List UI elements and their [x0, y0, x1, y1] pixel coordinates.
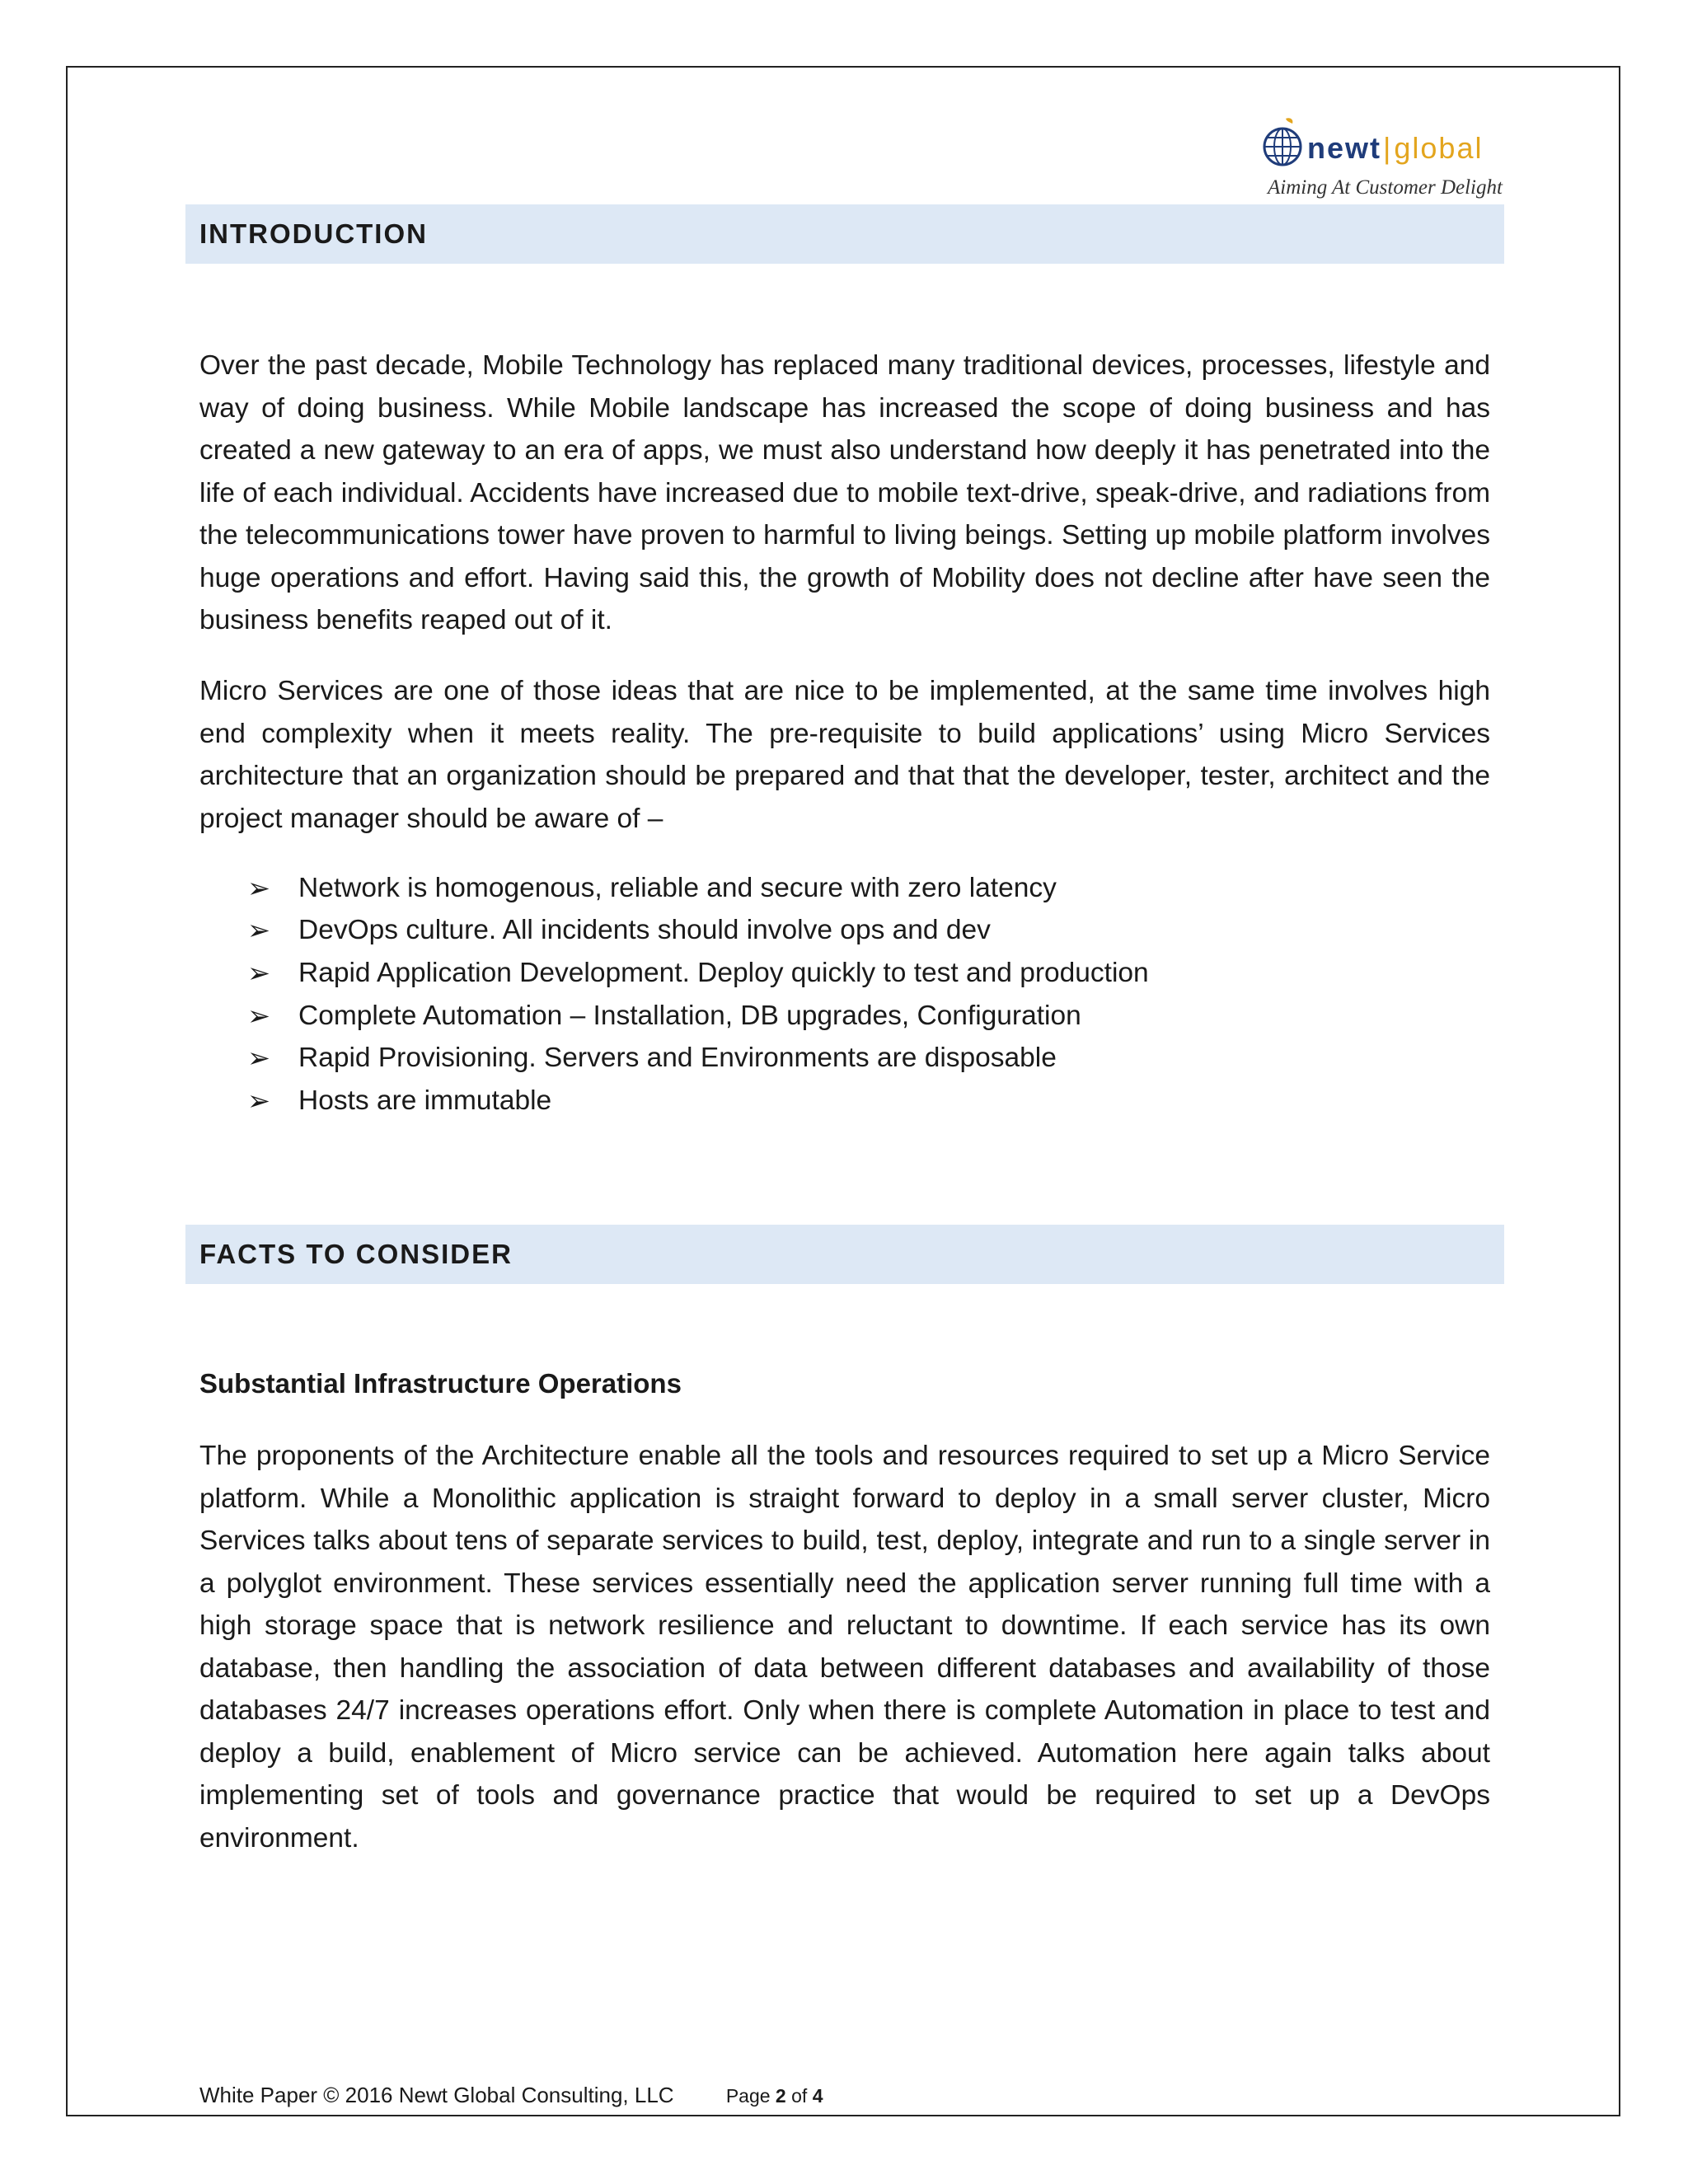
footer-page-total: 4	[812, 2085, 823, 2107]
list-item	[247, 1080, 1149, 1122]
list-item-text: Rapid Application Development. Deploy quickly to test and production	[298, 957, 1149, 988]
arrowhead-bullet-icon: ➢	[247, 1043, 271, 1075]
list-item	[247, 867, 1149, 910]
list-item-text: Complete Automation – Installation, DB upgrades, Configuration	[298, 1000, 1081, 1031]
list-item	[247, 952, 1149, 995]
company-logo	[1261, 114, 1503, 206]
footer-page-number	[726, 2085, 823, 2107]
footer-page-current: 2	[775, 2085, 786, 2107]
list-item-text: DevOps culture. All incidents should involve ops and dev	[298, 915, 991, 946]
logo-tagline: Aiming At Customer Delight	[1268, 176, 1503, 199]
list-item-text: Network is homogenous, reliable and secure with zero latency	[298, 872, 1057, 903]
logo-wordmark	[1307, 131, 1484, 165]
arrowhead-bullet-icon: ➢	[247, 916, 271, 947]
footer-page-label: Page	[725, 2085, 771, 2107]
arrowhead-bullet-icon: ➢	[247, 1085, 271, 1117]
facts-subheading: Substantial Infrastructure Operations	[199, 1368, 682, 1399]
footer-page-of: of	[791, 2085, 808, 2107]
list-item	[247, 1037, 1149, 1080]
facts-paragraph: The proponents of the Architecture enable all the tools and resources required to set up a Micro Service platform. While a Monolithic application is straight forward to deploy in a small server cluster, Micro Services talks about tens of separate services to build, test, deploy, integrate and run to a single server in a polyglot environment. These services essentially need the application server running full time with a high storage space that is network resilience and reluctant to downtime. If each service has its own database, then handling the association of data between different databases and availability of those databases 24/7 increases operations effort. Only when there is complete Automation in place to test and deploy a build, enablement of Micro service can be achieved. Automation here again talks about implementing set of tools and governance practice that would be required to set up a DevOps environment.	[199, 1441, 1490, 1854]
logo-separator: |	[1383, 131, 1393, 165]
arrowhead-bullet-icon: ➢	[247, 1001, 271, 1032]
logo-word-newt: newt	[1307, 131, 1382, 165]
facts-heading: FACTS TO CONSIDER	[185, 1225, 1504, 1284]
logo-word-global: global	[1394, 131, 1484, 165]
list-item-text: Hosts are immutable	[298, 1085, 552, 1116]
list-item	[247, 910, 1149, 953]
arrowhead-bullet-icon: ➢	[247, 873, 271, 904]
introduction-paragraph-1: Over the past decade, Mobile Technology has replaced many traditional devices, processes, lifestyle and way of doing business. While Mobile landscape has increased the scope of doing business and has created a new gateway to an era of apps, we must also understand how deeply it has penetrated into the life of each individual. Accidents have increased due to mobile text-drive, speak-drive, and radiations from the telecommunications tower have proven to harmful to living beings. Setting up mobile platform involves huge operations and effort. Having said this, the growth of Mobility does not decline after have seen the business benefits reaped out of it.	[199, 350, 1490, 635]
footer-copyright: White Paper © 2016 Newt Global Consulting, LLC	[199, 2083, 674, 2107]
arrowhead-bullet-icon: ➢	[247, 958, 271, 989]
prerequisites-list	[247, 867, 1149, 1122]
list-item-text: Rapid Provisioning. Servers and Environments are disposable	[298, 1043, 1057, 1074]
page-footer	[199, 2083, 823, 2108]
introduction-heading: INTRODUCTION	[185, 204, 1504, 264]
globe-logo-icon	[1261, 117, 1309, 171]
list-item	[247, 995, 1149, 1038]
introduction-paragraph-2: Micro Services are one of those ideas that are nice to be implemented, at the same time involves high end complexity when it meets reality. The pre-requisite to build applications’ using Micro Services architecture that an organization should be prepared and that that the developer, tester, architect and the project manager should be aware of –	[199, 676, 1490, 834]
